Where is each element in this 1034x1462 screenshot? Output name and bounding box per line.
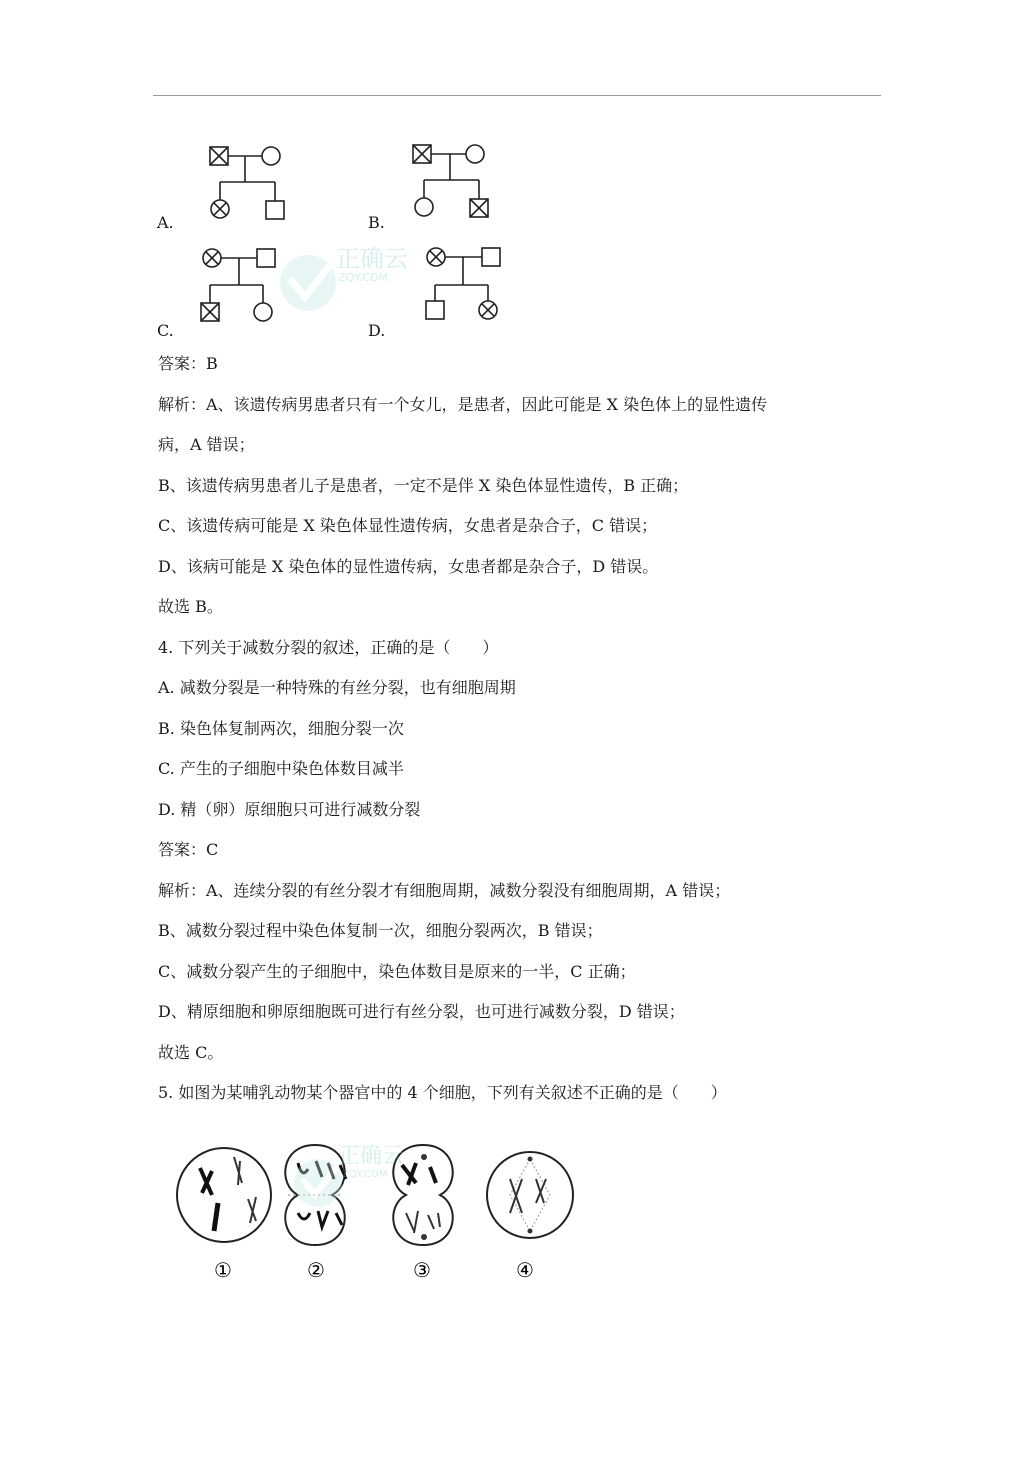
cell-division-figure bbox=[170, 1133, 590, 1283]
svg-text:ZQY.COM: ZQY.COM bbox=[342, 1169, 388, 1180]
female-symbol bbox=[262, 147, 280, 165]
option-d-label: D. bbox=[368, 321, 386, 340]
female-symbol bbox=[415, 198, 433, 216]
q4-analysis-line: 解析：A、连续分裂的有丝分裂才有细胞周期，减数分裂没有细胞周期，A 错误； bbox=[158, 881, 731, 900]
q4-choice-a: A. 减数分裂是一种特殊的有丝分裂，也有细胞周期 bbox=[158, 678, 516, 697]
option-c-label: C. bbox=[157, 321, 174, 340]
q3-answer: 答案：B bbox=[158, 354, 218, 373]
cell-1 bbox=[177, 1148, 271, 1242]
pedigree-b bbox=[405, 138, 505, 223]
q3-analysis-line: 病，A 错误； bbox=[158, 435, 255, 454]
pedigree-a bbox=[200, 140, 300, 225]
option-b-label: B. bbox=[368, 213, 385, 232]
svg-text:正确云: 正确云 bbox=[338, 1144, 405, 1169]
q4-analysis-line: C、减数分裂产生的子细胞中，染色体数目是原来的一半，C 正确； bbox=[158, 962, 636, 981]
cell-4 bbox=[487, 1152, 573, 1238]
cell-label-4: ④ bbox=[516, 1258, 534, 1282]
cell-label-2: ② bbox=[307, 1258, 325, 1282]
q4-analysis-line: D、精原细胞和卵原细胞既可进行有丝分裂，也可进行减数分裂，D 错误； bbox=[158, 1002, 685, 1021]
q3-analysis-line: B、该遗传病男患者儿子是患者，一定不是伴 X 染色体显性遗传，B 正确； bbox=[158, 476, 689, 495]
q3-conclusion: 故选 B。 bbox=[158, 597, 223, 616]
q4-stem: 4. 下列关于减数分裂的叙述，正确的是（ ） bbox=[158, 638, 499, 657]
male-symbol bbox=[426, 301, 444, 319]
male-symbol bbox=[482, 248, 500, 266]
q4-choice-b: B. 染色体复制两次，细胞分裂一次 bbox=[158, 719, 404, 738]
q4-conclusion: 故选 C。 bbox=[158, 1043, 224, 1062]
watermark-logo bbox=[268, 225, 428, 325]
q3-analysis-line: D、该病可能是 X 染色体的显性遗传病，女患者都是杂合子，D 错误。 bbox=[158, 557, 659, 576]
svg-text:正确云: 正确云 bbox=[336, 245, 408, 273]
q4-choice-d: D. 精（卵）原细胞只可进行减数分裂 bbox=[158, 800, 421, 819]
header-rule bbox=[153, 95, 881, 96]
pedigree-d bbox=[418, 245, 518, 330]
q4-answer: 答案：C bbox=[158, 840, 219, 859]
svg-text:ZQY.COM: ZQY.COM bbox=[338, 271, 389, 284]
q4-choice-c: C. 产生的子细胞中染色体数目减半 bbox=[158, 759, 404, 778]
option-a-label: A. bbox=[157, 213, 174, 232]
q5-stem: 5. 如图为某哺乳动物某个器官中的 4 个细胞，下列有关叙述不正确的是（ ） bbox=[158, 1083, 727, 1102]
cell-label-3: ③ bbox=[413, 1258, 431, 1282]
female-symbol bbox=[466, 145, 484, 163]
q4-analysis-line: B、减数分裂过程中染色体复制一次，细胞分裂两次，B 错误； bbox=[158, 921, 603, 940]
q3-analysis-line: C、该遗传病可能是 X 染色体显性遗传病，女患者是杂合子，C 错误； bbox=[158, 516, 658, 535]
cell-label-1: ① bbox=[214, 1258, 232, 1282]
q3-analysis-line: 解析：A、该遗传病男患者只有一个女儿，是患者，因此可能是 X 染色体上的显性遗传 bbox=[158, 395, 768, 414]
male-symbol bbox=[266, 201, 284, 219]
